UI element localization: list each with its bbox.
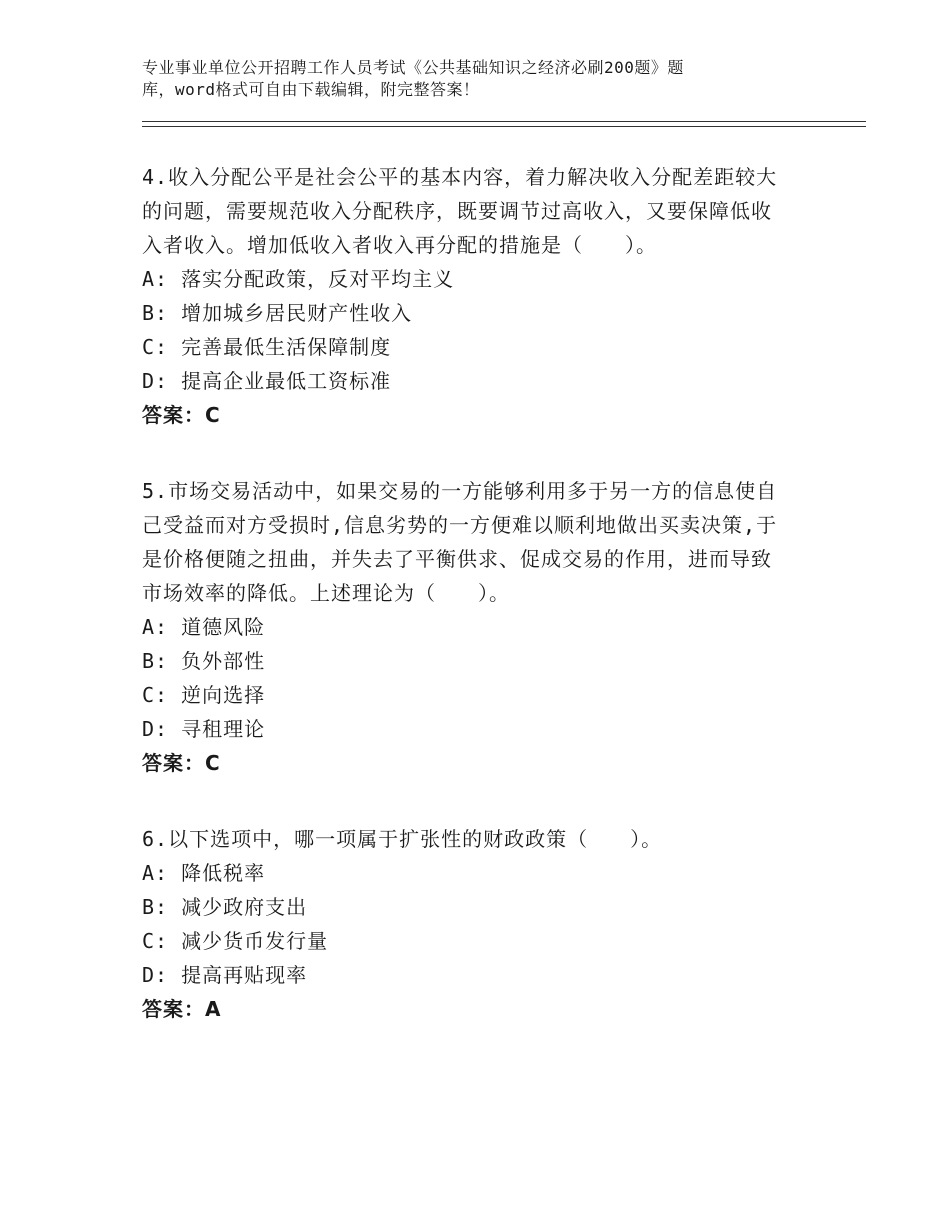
option-d	[142, 958, 802, 992]
question-list	[142, 160, 802, 1068]
document-header	[142, 57, 782, 101]
option-letter: D:	[142, 369, 169, 393]
option-b	[142, 890, 802, 924]
stem-line: 4.收入分配公平是社会公平的基本内容，着力解决收入分配差距较大	[142, 165, 778, 189]
stem-line: 6.以下选项中，哪一项属于扩张性的财政政策（ ）。	[142, 827, 663, 851]
stem-line: 己受益而对方受损时,信息劣势的一方便难以顺利地做出买卖决策,于	[142, 513, 778, 537]
header-divider	[142, 121, 866, 127]
option-letter: C:	[142, 683, 169, 707]
stem-line: 入者收入。增加低收入者收入再分配的措施是（ ）。	[142, 233, 657, 257]
option-letter: D:	[142, 963, 169, 987]
option-c	[142, 678, 802, 712]
question-6	[142, 822, 802, 1026]
option-a	[142, 610, 802, 644]
option-letter: B:	[142, 895, 169, 919]
stem-line: 是价格便随之扭曲，并失去了平衡供求、促成交易的作用，进而导致	[142, 547, 772, 571]
option-c	[142, 330, 802, 364]
option-letter: C:	[142, 929, 169, 953]
option-text: 完善最低生活保障制度	[181, 335, 392, 359]
option-letter: A:	[142, 615, 169, 639]
option-letter: D:	[142, 717, 169, 741]
stem-line: 市场效率的降低。上述理论为（ ）。	[142, 581, 510, 605]
option-letter: A:	[142, 267, 169, 291]
option-text: 提高再贴现率	[181, 963, 308, 987]
answer-line: 答案：C	[142, 403, 221, 427]
option-letter: B:	[142, 301, 169, 325]
option-a	[142, 856, 802, 890]
option-a	[142, 262, 802, 296]
option-d	[142, 364, 802, 398]
option-letter: B:	[142, 649, 169, 673]
option-text: 增加城乡居民财产性收入	[181, 301, 413, 325]
answer-line: 答案：C	[142, 751, 221, 775]
question-stem	[142, 160, 802, 262]
option-text: 道德风险	[181, 615, 266, 639]
option-b	[142, 644, 802, 678]
question-stem	[142, 822, 802, 856]
question-4	[142, 160, 802, 432]
option-text: 逆向选择	[181, 683, 266, 707]
option-text: 落实分配政策，反对平均主义	[181, 267, 455, 291]
option-text: 减少政府支出	[181, 895, 308, 919]
option-d	[142, 712, 802, 746]
question-stem	[142, 474, 802, 610]
option-letter: A:	[142, 861, 169, 885]
option-text: 减少货币发行量	[181, 929, 329, 953]
header-line-2: 库，word格式可自由下载编辑，附完整答案！	[142, 80, 480, 99]
option-text: 降低税率	[181, 861, 266, 885]
header-line-1: 专业事业单位公开招聘工作人员考试《公共基础知识之经济必刷200题》题	[142, 58, 684, 77]
option-letter: C:	[142, 335, 169, 359]
question-5	[142, 474, 802, 780]
answer-line: 答案：A	[142, 997, 222, 1021]
option-text: 负外部性	[181, 649, 266, 673]
stem-line: 5.市场交易活动中，如果交易的一方能够利用多于另一方的信息使自	[142, 479, 778, 503]
stem-line: 的问题，需要规范收入分配秩序，既要调节过高收入，又要保障低收	[142, 199, 772, 223]
option-b	[142, 296, 802, 330]
option-text: 寻租理论	[181, 717, 266, 741]
option-c	[142, 924, 802, 958]
option-text: 提高企业最低工资标准	[181, 369, 392, 393]
